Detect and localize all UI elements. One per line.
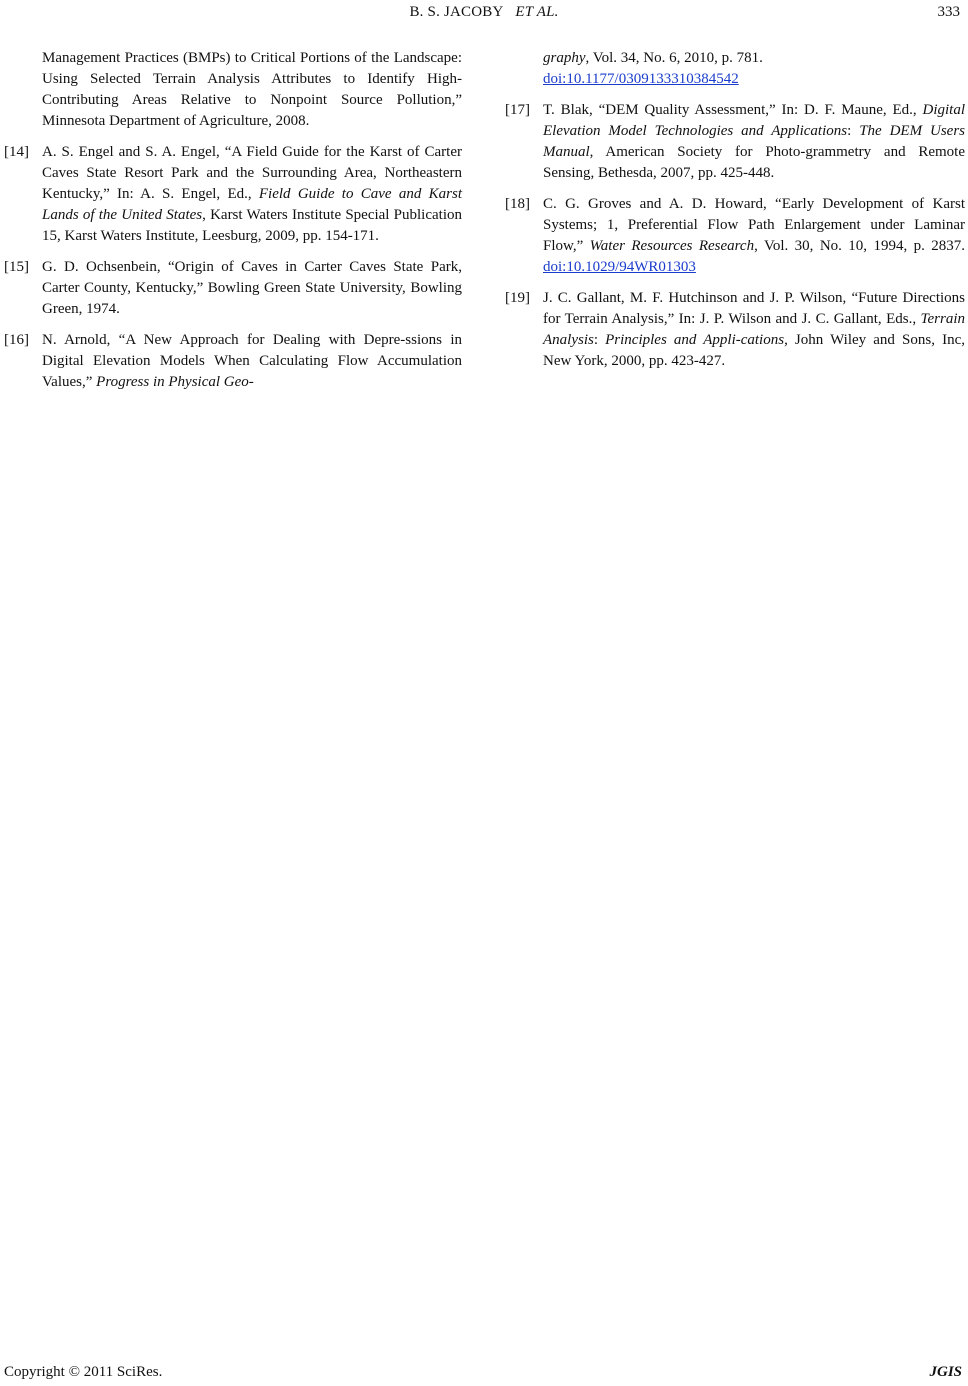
reference-text-part: , John Wiley and Sons, Inc, New York, 2000, pp. 423-427. — [543, 332, 965, 369]
reference-source-title: Water Resources Research — [589, 238, 755, 254]
reference-19 — [505, 288, 965, 372]
reference-text — [42, 142, 462, 247]
reference-text-part: , Vol. 30, No. 10, 1994, p. 2837. — [754, 238, 965, 254]
reference-text-part: , Vol. 34, No. 6, 2010, p. 781. — [585, 50, 763, 66]
reference-text-part: N. Arnold, “A New Approach for Dealing with Depre-ssions in Digital Elevation Models When Calculating Flow Accumulation Values,” — [42, 332, 462, 390]
reference-source-title: Digital Elevation Model Technologies and Applications — [543, 102, 965, 139]
reference-source-subtitle: The DEM Users Manual — [543, 123, 965, 160]
reference-number: [17] — [505, 102, 530, 118]
reference-16 — [4, 330, 462, 393]
reference-source-title: Field Guide to Cave and Karst Lands of the United States — [42, 186, 462, 223]
reference-number: [15] — [4, 259, 29, 275]
reference-17 — [505, 100, 965, 184]
footer-copyright: Copyright © 2011 SciRes. — [4, 1364, 163, 1380]
reference-number: [16] — [4, 332, 29, 348]
header-author: B. S. JACOBY — [409, 4, 504, 20]
reference-text — [543, 100, 965, 184]
reference-source-title: Progress in Physical Geo- — [96, 374, 254, 390]
reference-18 — [505, 194, 965, 278]
reference-source-title: graphy — [543, 50, 586, 66]
reference-continuation: Management Practices (BMPs) to Critical Portions of the Landscape: Using Selected Terrain Analysis Attributes to Identify High-Contributing Areas Relative to Nonpoint Source Pollution,” Minnesota Department of Agriculture, 2008. — [42, 50, 462, 129]
reference-text — [42, 330, 462, 393]
reference-text-part: A. S. Engel and S. A. Engel, “A Field Guide for the Karst of Carter Caves State Resort Park and the Surrounding Area, Northeastern Kentucky,” In: A. S. Engel, Ed., — [42, 144, 462, 202]
reference-14 — [4, 142, 462, 247]
reference-text: G. D. Ochsenbein, “Origin of Caves in Carter Caves State Park, Carter County, Kentucky,” Bowling Green State University, Bowling Green, 1974. — [42, 259, 462, 317]
doi-link[interactable]: doi:10.1177/0309133310384542 — [543, 71, 739, 87]
reference-continuation — [543, 48, 965, 90]
page-number: 333 — [937, 4, 960, 20]
header-etal: ET AL. — [515, 4, 559, 20]
reference-text — [543, 194, 965, 278]
reference-text-part: : — [593, 332, 606, 348]
reference-text-part: : — [847, 123, 860, 139]
right-column — [505, 48, 965, 382]
reference-source-title: Terrain Analysis — [543, 311, 965, 348]
reference-text-part: , Karst Waters Institute Special Publication 15, Karst Waters Institute, Leesburg, 2009, pp. 154-171. — [42, 207, 462, 244]
reference-number: [14] — [4, 144, 29, 160]
reference-number: [18] — [505, 196, 530, 212]
reference-text-part: , American Society for Photo-grammetry and Remote Sensing, Bethesda, 2007, pp. 425-448. — [543, 144, 965, 181]
reference-15 — [4, 257, 462, 320]
footer-journal-name: JGIS — [929, 1364, 962, 1380]
doi-link[interactable]: doi:10.1029/94WR01303 — [543, 259, 696, 275]
reference-text-part: T. Blak, “DEM Quality Assessment,” In: D. F. Maune, Ed., — [543, 102, 923, 118]
reference-text-part: C. G. Groves and A. D. Howard, “Early Development of Karst Systems; 1, Preferential Flow Path Enlargement under Laminar Flow,” — [543, 196, 965, 254]
reference-text-part: J. C. Gallant, M. F. Hutchinson and J. P. Wilson, “Future Directions for Terrain Analysis,” In: J. P. Wilson and J. C. Gallant, Eds., — [543, 290, 965, 327]
reference-number: [19] — [505, 290, 530, 306]
reference-text — [543, 288, 965, 372]
left-column — [4, 48, 462, 403]
running-header — [0, 4, 968, 21]
reference-source-subtitle: Principles and Appli-cations — [605, 332, 785, 348]
